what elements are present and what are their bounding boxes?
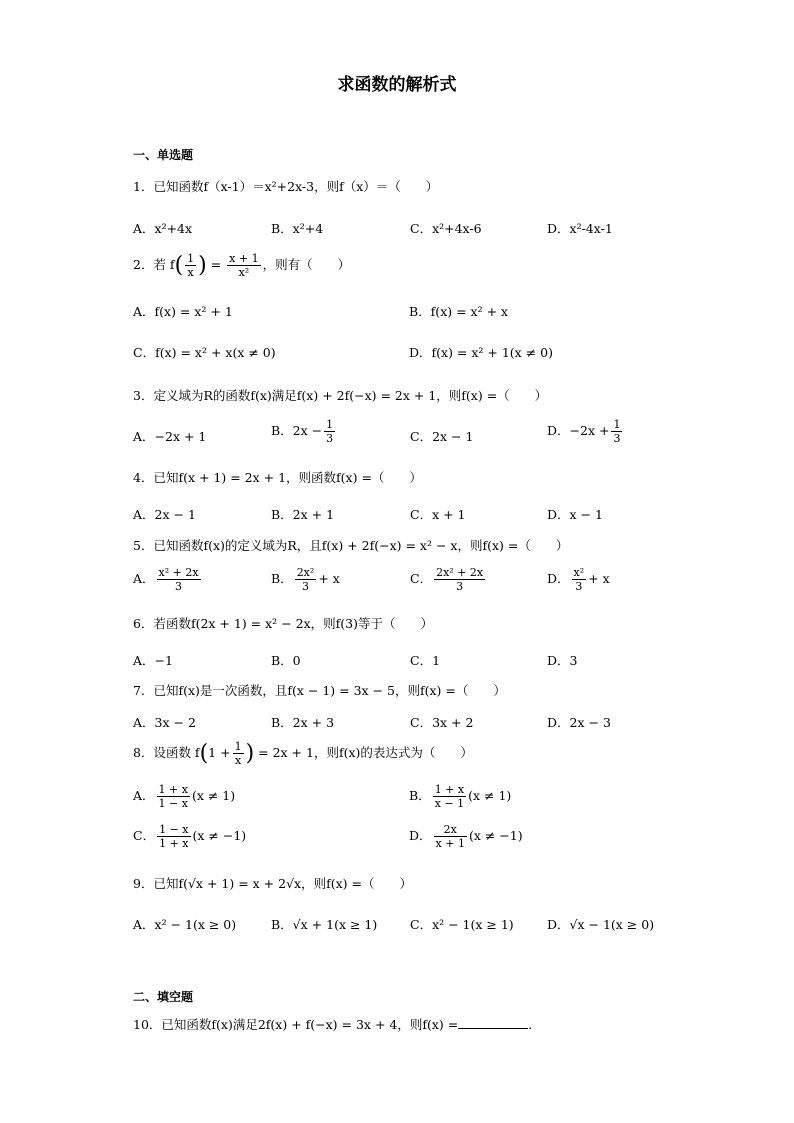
frac-denominator: x: [187, 266, 194, 279]
frac-denominator: 3: [175, 580, 183, 593]
question-8-options-row2: [133, 823, 693, 857]
option-b-fraction: [324, 418, 335, 445]
option-b-prefix: B．: [271, 571, 293, 586]
section-heading-fill-in: 二、填空题: [133, 990, 194, 1004]
question-5-options: [133, 566, 693, 600]
option-a-suffix: (x ≠ 1): [191, 788, 236, 803]
question-3-options: [133, 418, 693, 452]
question-2: [133, 252, 350, 279]
option-a[interactable]: A．−1: [133, 653, 173, 668]
q2-suffix: ，则有（ ）: [262, 257, 351, 272]
option-a-fraction: [157, 783, 190, 810]
option-c[interactable]: C．2x − 1: [410, 429, 474, 444]
option-d[interactable]: D．f(x) = x² + 1(x ≠ 0): [409, 345, 553, 360]
answer-blank[interactable]: [458, 1016, 528, 1029]
frac-numerator: 1 − x: [159, 823, 189, 836]
q10-end: .: [528, 1017, 533, 1032]
option-b[interactable]: [271, 566, 340, 593]
section-heading-single-choice: 一、单选题: [133, 148, 194, 162]
option-a[interactable]: A．x²+4x: [133, 221, 193, 236]
q10-stem: 10．已知函数f(x)满足2f(x) + f(−x) = 3x + 4，则f(x) =: [133, 1017, 459, 1032]
option-c-fraction: [157, 823, 190, 850]
frac-denominator: x: [234, 754, 242, 767]
frac-numerator: 1: [187, 252, 195, 265]
option-b[interactable]: [409, 783, 511, 810]
option-c-prefix: C．: [133, 828, 156, 843]
question-3: 3．定义域为R的函数f(x)满足f(x) + 2f(−x) = 2x + 1，则f(x) =（ ）: [133, 388, 548, 403]
option-d[interactable]: [409, 823, 523, 850]
option-a[interactable]: A．−2x + 1: [133, 429, 207, 444]
option-c[interactable]: C．x + 1: [410, 507, 466, 522]
question-8-options-row1: [133, 783, 693, 817]
question-9: 9．已知f(√x + 1) = x + 2√x，则f(x) =（ ）: [133, 876, 412, 891]
option-a-fraction: [157, 566, 201, 593]
q8-suffix: = 2x + 1，则f(x)的表达式为（ ）: [254, 745, 473, 760]
frac-numerator: 2x²: [296, 566, 315, 579]
option-d-fraction: [434, 823, 467, 850]
q2-equals: =: [206, 257, 226, 272]
option-d-fraction: [572, 566, 587, 593]
option-d[interactable]: D．√x − 1(x ≥ 0): [547, 917, 655, 932]
frac-denominator: x − 1: [434, 797, 465, 810]
frac-denominator: x + 1: [435, 837, 465, 850]
option-b-suffix: (x ≠ 1): [468, 788, 512, 803]
question-6-options: [133, 651, 693, 685]
q2-arg-fraction: [185, 252, 196, 279]
frac-numerator: x + 1: [229, 252, 259, 265]
option-a[interactable]: A．x² − 1(x ≥ 0): [133, 917, 237, 932]
option-b[interactable]: B．2x + 3: [271, 715, 335, 730]
question-4-options: [133, 505, 693, 539]
frac-numerator: 1: [234, 740, 242, 753]
option-d-suffix: (x ≠ −1): [468, 828, 523, 843]
q8-prefix: 8．设函数 f: [133, 745, 200, 760]
frac-denominator: 3: [456, 580, 464, 593]
option-d[interactable]: D．3: [547, 653, 578, 668]
q8-inner-prefix: 1 +: [208, 745, 231, 760]
option-a[interactable]: A．f(x) = x² + 1: [133, 304, 233, 319]
frac-numerator: 1: [326, 418, 334, 431]
option-b[interactable]: B．2x + 1: [271, 507, 335, 522]
option-c-suffix: (x ≠ −1): [192, 828, 247, 843]
frac-denominator: x²: [238, 266, 250, 279]
frac-denominator: 3: [613, 432, 621, 445]
paren-left: (: [199, 741, 209, 766]
question-4: 4．已知f(x + 1) = 2x + 1，则函数f(x) =（ ）: [133, 470, 422, 485]
frac-denominator: 3: [575, 580, 583, 593]
frac-numerator: 1 + x: [158, 783, 188, 796]
question-6: 6．若函数f(2x + 1) = x² − 2x，则f(3)等于（ ）: [133, 616, 433, 631]
question-8: [133, 740, 473, 767]
q2-prefix: 2．若 f: [133, 257, 175, 272]
option-a-prefix: A．: [133, 571, 155, 586]
option-c[interactable]: C．f(x) = x² + x(x ≠ 0): [133, 345, 276, 360]
frac-numerator: 1 + x: [434, 783, 465, 796]
frac-numerator: 2x: [434, 823, 467, 837]
option-d[interactable]: [547, 566, 610, 593]
option-a[interactable]: A．2x − 1: [133, 507, 196, 522]
question-1: 1．已知函数f（x-1）＝x²+2x-3，则f（x）＝（ ）: [133, 179, 439, 194]
option-b-fraction: [295, 566, 317, 593]
frac-numerator: x² + 2x: [158, 566, 199, 579]
q2-rhs-fraction: [227, 252, 260, 279]
option-d-prefix: D．: [547, 571, 570, 586]
option-d[interactable]: D．2x − 3: [547, 715, 611, 730]
question-10: [133, 1015, 532, 1033]
question-1-options: [133, 219, 693, 253]
q8-inner-fraction: [233, 740, 244, 767]
paren-left: (: [174, 253, 184, 278]
option-b[interactable]: B．0: [271, 653, 301, 668]
frac-numerator: 2x² + 2x: [436, 566, 484, 579]
frac-denominator: 1 − x: [158, 797, 188, 810]
option-c[interactable]: [133, 823, 246, 850]
option-b[interactable]: B．√x + 1(x ≥ 1): [271, 917, 378, 932]
option-a[interactable]: [133, 566, 203, 593]
option-b-fraction: [433, 783, 466, 810]
option-d[interactable]: D．x − 1: [547, 507, 603, 522]
option-c[interactable]: C．x² − 1(x ≥ 1): [410, 917, 514, 932]
frac-denominator: 3: [302, 580, 309, 593]
option-c[interactable]: [410, 566, 487, 593]
option-a[interactable]: [133, 783, 235, 810]
option-d[interactable]: [547, 418, 624, 445]
option-c[interactable]: C．1: [410, 653, 441, 668]
option-a[interactable]: A．3x − 2: [133, 715, 196, 730]
frac-numerator: x²: [573, 566, 585, 579]
frac-denominator: 1 + x: [159, 837, 189, 850]
option-b[interactable]: B．f(x) = x² + x: [409, 304, 509, 319]
frac-denominator: 3: [326, 432, 334, 445]
question-9-options: [133, 915, 693, 949]
question-2-options-row1: [133, 302, 693, 336]
option-c-prefix: C．: [410, 571, 433, 586]
paren-right: ): [198, 253, 207, 278]
question-7: 7．已知f(x)是一次函数，且f(x − 1) = 3x − 5，则f(x) =（ ）: [133, 683, 506, 698]
option-d-fraction: [611, 418, 622, 445]
option-b[interactable]: [271, 418, 337, 445]
option-d[interactable]: D．x²-4x-1: [547, 221, 613, 236]
option-d-prefix: D．−2x +: [547, 423, 610, 438]
option-c-fraction: [434, 566, 485, 593]
option-b-prefix: B．: [409, 788, 431, 803]
option-b[interactable]: B．x²+4: [271, 221, 324, 236]
frac-numerator: 1: [613, 418, 621, 431]
option-c[interactable]: C．3x + 2: [410, 715, 474, 730]
page-title: 求函数的解析式: [337, 75, 457, 95]
question-5: 5．已知函数f(x)的定义域为R，且f(x) + 2f(−x) = x² − x，则f(x) =（ ）: [133, 538, 569, 553]
option-d-prefix: D．: [409, 828, 432, 843]
question-2-options-row2: [133, 343, 693, 377]
option-a-prefix: A．: [133, 788, 155, 803]
option-b-suffix: + x: [318, 571, 340, 586]
option-b-prefix: B．2x −: [271, 423, 323, 438]
option-d-suffix: + x: [588, 571, 610, 586]
paren-right: ): [245, 741, 255, 766]
option-c[interactable]: C．x²+4x-6: [410, 221, 482, 236]
